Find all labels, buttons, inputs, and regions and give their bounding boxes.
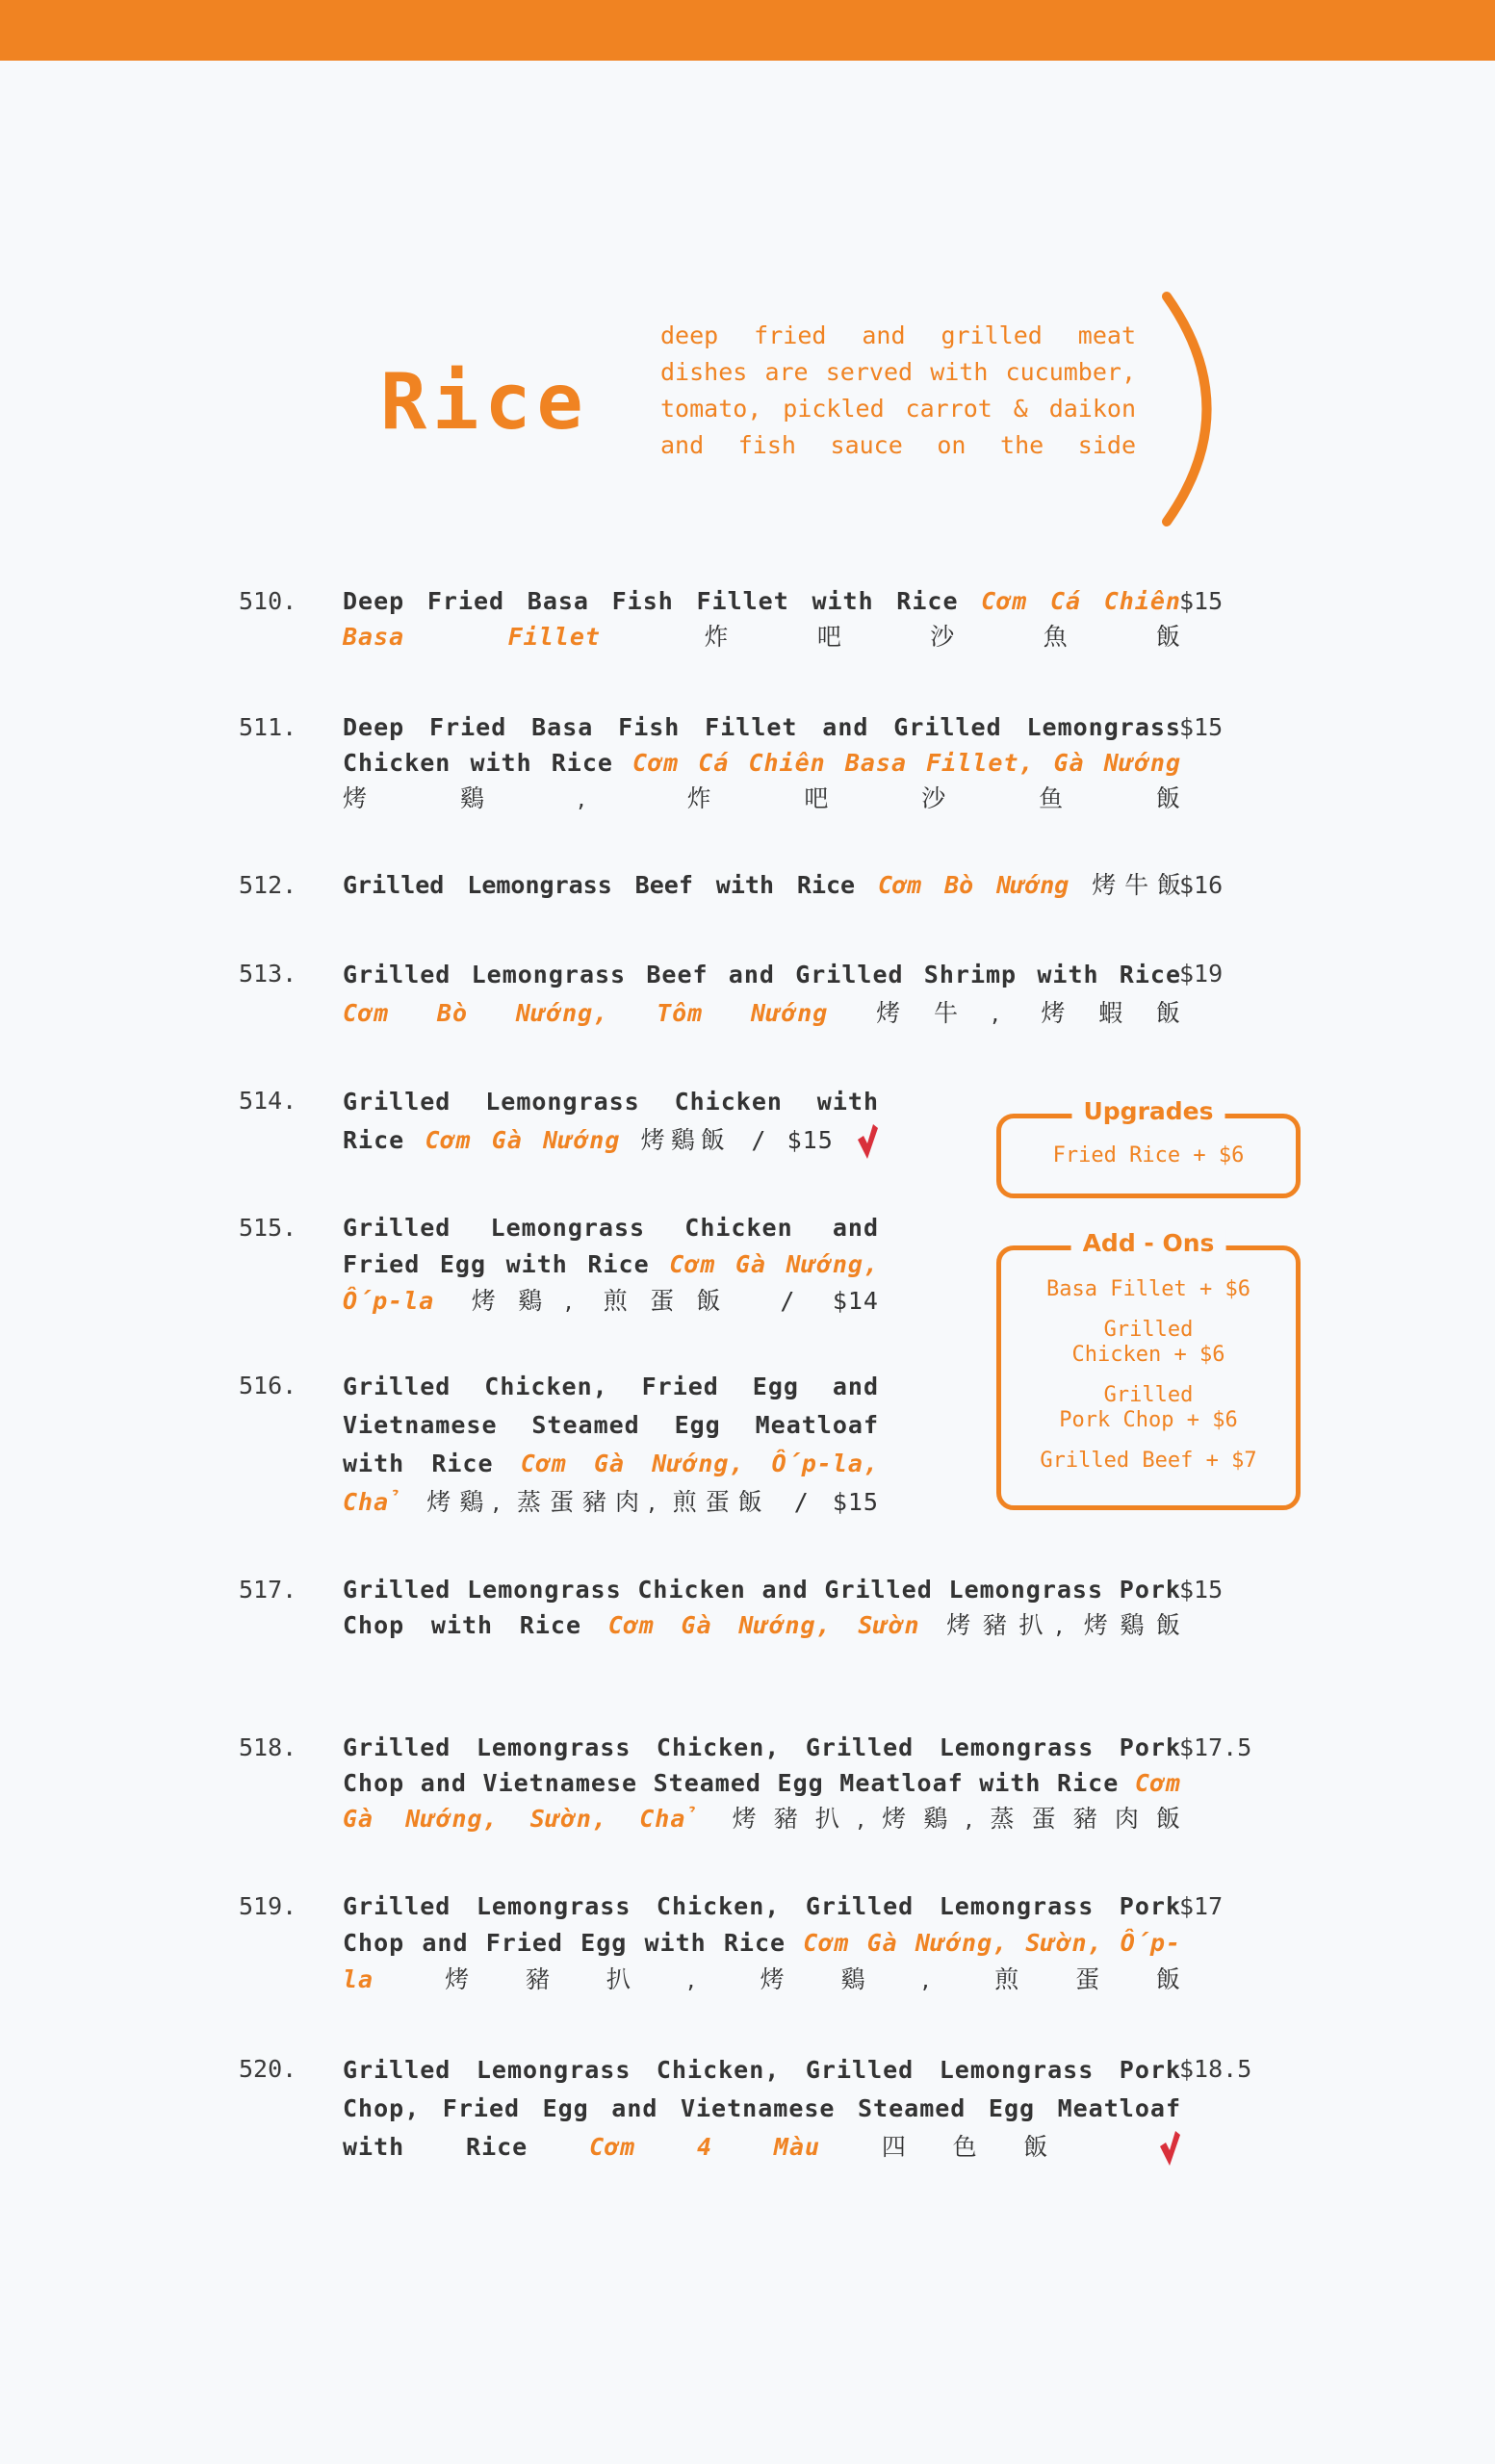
item-text xyxy=(343,1210,879,1320)
item-viet-name: Cơm Gà Nướng, Sườn, Ốp-la xyxy=(343,1929,1182,1993)
heart-icon xyxy=(854,1122,879,1161)
item-chinese-name: 烤豬扒, 烤鷄, 煎蛋飯 xyxy=(445,1965,1181,1993)
item-text xyxy=(343,956,1181,1033)
item-name: Deep Fried Basa Fish Fillet and Grilled Lemongrass Chicken with Rice xyxy=(343,713,1181,777)
upgrades-title: Upgrades xyxy=(1071,1097,1224,1125)
item-viet-name: Cơm Gà Nướng xyxy=(425,1126,621,1154)
item-number: 519. xyxy=(239,1892,297,1920)
intro-description: deep fried and grilled meat dishes are served with cucumber, tomato, pickled carrot & daikon and fish sauce on the side xyxy=(660,321,1136,459)
addons-box xyxy=(996,1229,1301,1510)
item-price: $15 xyxy=(1179,713,1224,741)
item-text xyxy=(343,2051,1181,2168)
item-price: $18.5 xyxy=(1179,2055,1252,2083)
addons-title: Add - Ons xyxy=(1071,1229,1226,1257)
item-price: / $14 xyxy=(780,1287,879,1315)
item-number: 513. xyxy=(239,960,297,988)
item-price: / $15 xyxy=(751,1126,834,1154)
bracket-decoration xyxy=(1155,289,1232,529)
upgrade-option: Fried Rice + $6 xyxy=(1052,1143,1245,1168)
item-text xyxy=(343,1368,879,1522)
item-name: Grilled Lemongrass Chicken, Grilled Lemongrass Pork Chop and Fried Egg with Rice xyxy=(343,1892,1181,1957)
item-chinese-name: 炸吧沙魚飯 xyxy=(704,623,1181,651)
addon-option: Grilled xyxy=(1103,1318,1194,1342)
item-viet-name: Cơm Gà Nướng, Ốp-la, Chả xyxy=(343,1450,879,1516)
item-name: Grilled Lemongrass Chicken, Grilled Lemongrass Pork Chop and Vietnamese Steamed Egg Meatloaf with Rice xyxy=(343,1733,1181,1797)
item-viet-name: Cơm 4 Màu xyxy=(589,2133,821,2161)
addon-option: Grilled xyxy=(1103,1383,1194,1407)
item-name: Deep Fried Basa Fish Fillet with Rice xyxy=(343,587,959,615)
item-number: 510. xyxy=(239,587,297,615)
upgrades-box xyxy=(996,1097,1301,1198)
addon-option: Pork Chop + $6 xyxy=(1059,1408,1238,1432)
item-text xyxy=(343,583,1181,654)
heart-icon xyxy=(1156,2129,1181,2168)
item-number: 511. xyxy=(239,713,297,741)
item-chinese-name: 四色飯 xyxy=(881,2133,1095,2161)
item-chinese-name: 烤鷄, 煎蛋飯 xyxy=(471,1287,743,1315)
item-number: 518. xyxy=(239,1733,297,1761)
item-price: $17 xyxy=(1179,1892,1224,1920)
item-viet-name: Cơm Gà Nướng, Sườn, Chả xyxy=(343,1769,1181,1833)
item-price: $15 xyxy=(1179,1576,1224,1604)
item-number: 515. xyxy=(239,1214,297,1242)
item-viet-name: Cơm Cá Chiên Basa Fillet, Gà Nướng xyxy=(632,749,1181,777)
item-viet-name: Cơm Bò Nướng, Tôm Nướng xyxy=(343,999,829,1027)
item-viet-name: Cơm Gà Nướng, Sườn xyxy=(607,1611,920,1639)
item-text xyxy=(343,709,1181,816)
item-viet-name: Cơm Gà Nướng, Ốp-la xyxy=(343,1250,879,1315)
item-name: Grilled Chicken, Fried Egg and Vietnamese Steamed Egg Meatloaf with Rice xyxy=(343,1373,879,1477)
addon-option: Basa Fillet + $6 xyxy=(1046,1277,1250,1301)
item-name: Grilled Lemongrass Chicken, Grilled Lemongrass Pork Chop, Fried Egg and Vietnamese Steamed Egg Meatloaf with Rice xyxy=(343,2056,1181,2161)
item-name: Grilled Lemongrass Chicken with Rice xyxy=(343,1088,879,1154)
addon-option: Chicken + $6 xyxy=(1071,1343,1225,1367)
item-number: 514. xyxy=(239,1087,297,1115)
item-chinese-name: 烤鷄, 炸吧沙鱼飯 xyxy=(343,784,1181,812)
item-name: Grilled Lemongrass Beef with Rice xyxy=(343,871,856,899)
item-chinese-name: 烤牛, 烤蝦飯 xyxy=(876,999,1181,1027)
item-price: $19 xyxy=(1179,960,1224,988)
top-accent-bar xyxy=(0,0,1495,61)
item-viet-name: Cơm Bò Nướng xyxy=(878,871,1070,899)
item-viet-name: Cơm Cá Chiên Basa Fillet xyxy=(343,587,1181,651)
item-name: Grilled Lemongrass Chicken and Fried Egg with Rice xyxy=(343,1214,879,1278)
item-text xyxy=(343,1730,1181,1836)
page-title: Rice xyxy=(380,357,589,447)
item-name: Grilled Lemongrass Beef and Grilled Shrimp with Rice xyxy=(343,961,1181,988)
item-number: 512. xyxy=(239,871,297,899)
item-text xyxy=(343,1888,1181,1998)
item-price: $16 xyxy=(1179,871,1224,899)
addon-option: Grilled Beef + $7 xyxy=(1040,1449,1257,1473)
item-price: $15 xyxy=(1179,587,1224,615)
item-text xyxy=(343,867,1181,903)
item-price: $17.5 xyxy=(1179,1733,1252,1761)
item-price: / $15 xyxy=(793,1488,879,1516)
item-number: 516. xyxy=(239,1372,297,1399)
item-name: Grilled Lemongrass Chicken and Grilled Lemongrass Pork Chop with Rice xyxy=(343,1576,1181,1639)
item-text xyxy=(343,1572,1181,1643)
item-text xyxy=(343,1083,879,1161)
item-chinese-name: 烤鷄飯 xyxy=(640,1126,732,1154)
item-number: 520. xyxy=(239,2055,297,2083)
item-chinese-name: 烤豬扒, 烤鷄飯 xyxy=(946,1611,1181,1639)
item-chinese-name: 烤鷄, 蒸蛋豬肉, 煎蛋飯 xyxy=(426,1488,771,1516)
item-chinese-name: 烤豬扒,烤鷄,蒸蛋豬肉飯 xyxy=(732,1805,1181,1833)
item-number: 517. xyxy=(239,1576,297,1604)
item-chinese-name: 烤牛飯 xyxy=(1092,871,1181,899)
